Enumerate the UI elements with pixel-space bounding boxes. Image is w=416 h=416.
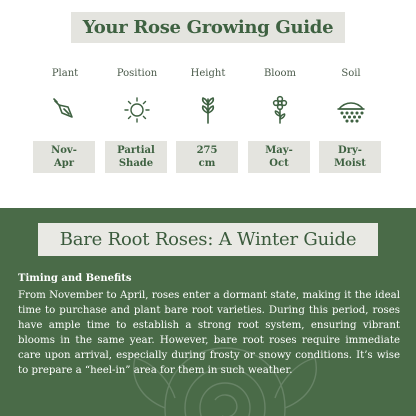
section-paragraph: From November to April, roses enter a dormant state, making it the ideal time to purchase and plant bare root varieties. During this period, roses have ample time to establish a strong root system, ensuring vibrant blooms in the same year. However, bare root roses require immediate care upon arrival, especially during frosty or snowy conditions. It’s wise to prepare a “heel-in” area for them in such weather. [18,290,400,376]
flower-icon [265,95,295,125]
column-value: May- Oct [248,141,310,173]
column-value: 275 cm [176,141,238,173]
column-value: Dry- Moist [319,141,381,173]
column-label: Height [190,68,226,79]
column-label: Soil [341,68,361,79]
guide-title-box [71,12,345,43]
column-label: Plant [51,68,79,79]
winter-guide-title: Bare Root Roses: A Winter Guide [59,229,357,250]
column-value: Partial Shade [105,141,167,173]
winter-title-box [38,223,378,256]
column-value: Nov- Apr [33,141,95,173]
guide-title: Your Rose Growing Guide [82,17,334,38]
section-heading: Timing and Benefits [18,273,132,284]
sun-icon [122,95,152,125]
plant-stem-icon [193,95,223,125]
column-label: Position [116,68,158,79]
column-label: Bloom [263,68,297,79]
soil-icon [336,95,366,125]
trowel-icon [50,95,80,125]
winter-guide-section [0,208,416,416]
